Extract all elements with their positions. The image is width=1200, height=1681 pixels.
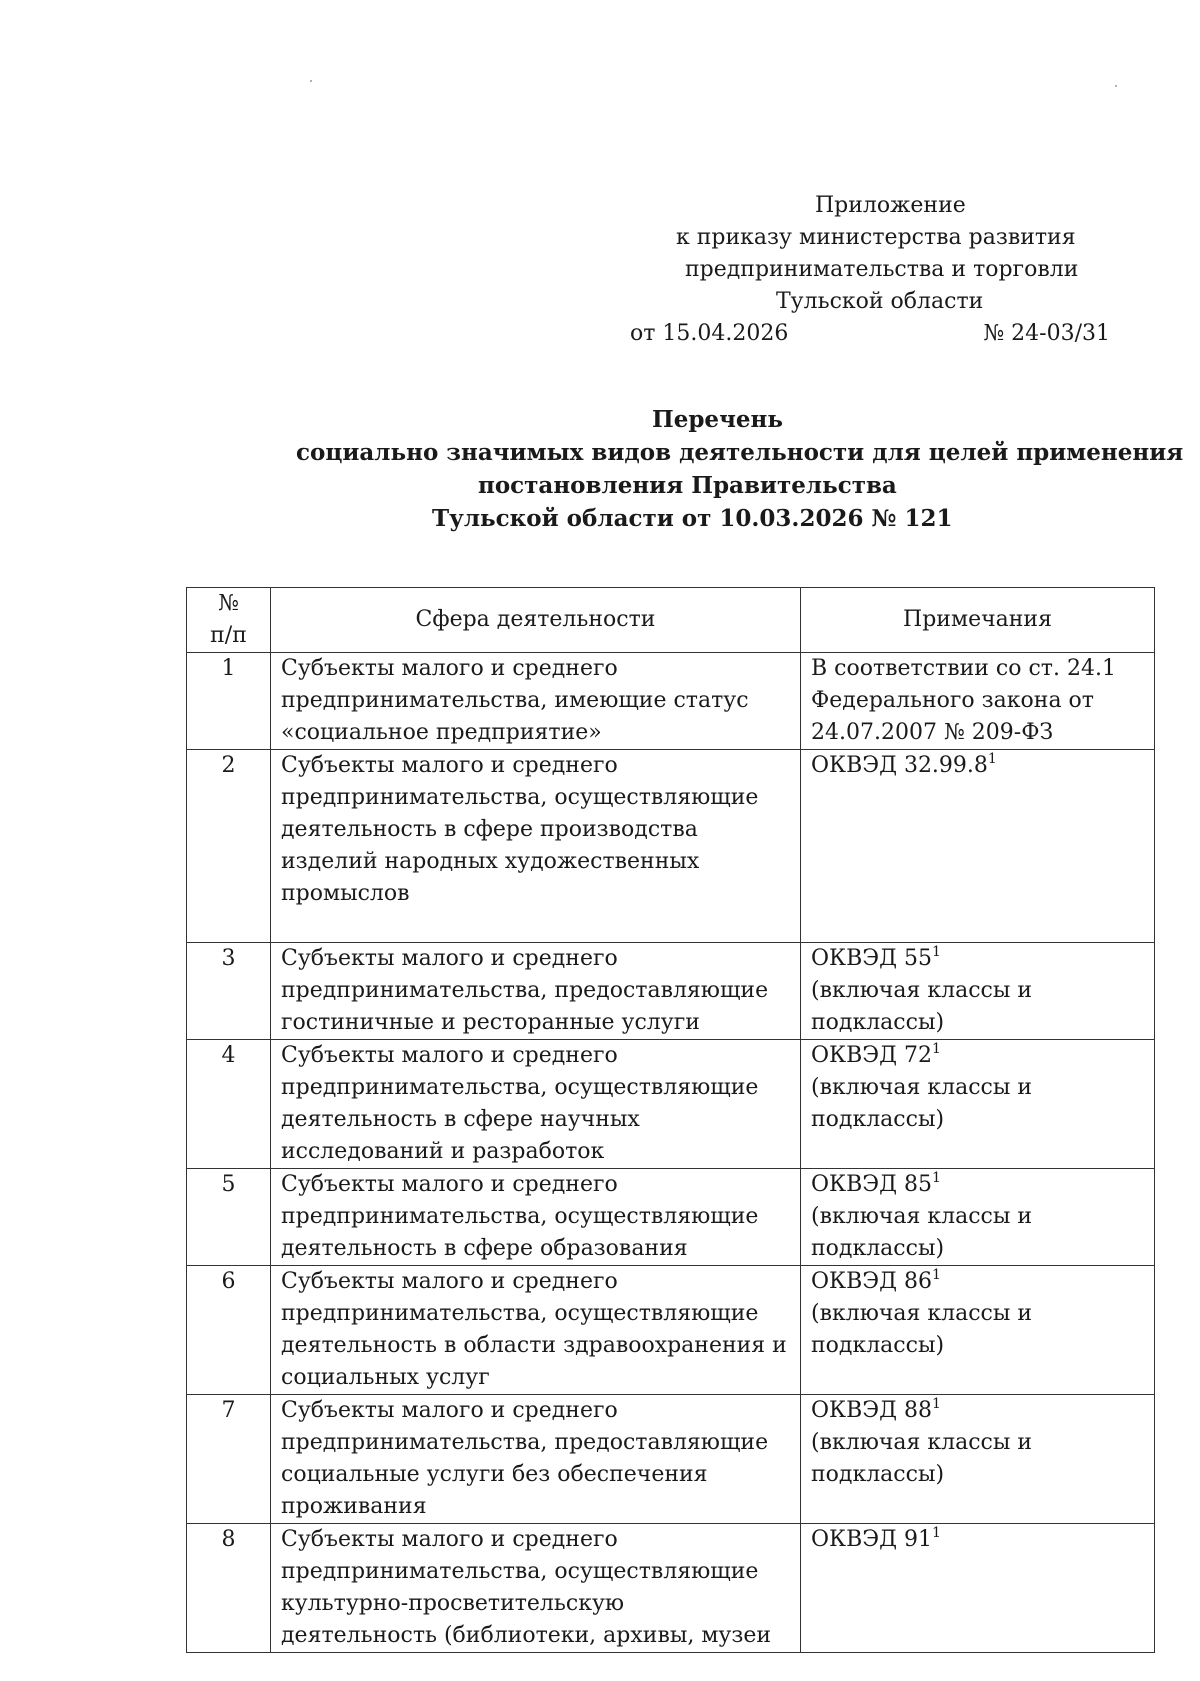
- row-number: 2: [187, 750, 271, 943]
- table-row: [187, 1040, 1155, 1169]
- scan-speck: [1115, 85, 1117, 87]
- sphere-line: «социальное предприятие»: [281, 720, 602, 745]
- sphere-line: предпринимательства, осуществляющие: [281, 1075, 759, 1100]
- scan-speck: [310, 80, 312, 82]
- note-text: 24.07.2007 № 209-ФЗ: [811, 720, 1054, 745]
- sphere-line: Субъекты малого и среднего: [281, 656, 618, 681]
- note-text: ОКВЭД 88: [811, 1398, 932, 1423]
- table-row: [187, 750, 1155, 943]
- row-notes: [801, 1524, 1155, 1653]
- note-text: ОКВЭД 72: [811, 1043, 932, 1068]
- row-number: 1: [187, 653, 271, 750]
- note-line: [811, 1266, 1146, 1298]
- note-text: (включая классы и: [811, 1430, 1033, 1455]
- row-sphere: [271, 1395, 801, 1524]
- note-line: [811, 943, 1146, 975]
- note-text: подклассы): [811, 1462, 945, 1487]
- table-row: [187, 1169, 1155, 1266]
- note-line: [811, 1330, 1146, 1362]
- note-text: подклассы): [811, 1107, 945, 1132]
- note-line: [811, 1104, 1146, 1136]
- footnote-marker: 1: [931, 1525, 941, 1541]
- note-text: (включая классы и: [811, 1204, 1033, 1229]
- note-text: подклассы): [811, 1236, 945, 1261]
- appendix-region: Тульской области: [776, 289, 984, 314]
- note-text: ОКВЭД 32.99.8: [811, 753, 988, 778]
- row-sphere: [271, 750, 801, 943]
- sphere-line: социальных услуг: [281, 1365, 490, 1390]
- note-line: [811, 750, 1146, 782]
- sphere-line: изделий народных художественных: [281, 849, 700, 874]
- sphere-line: культурно-просветительскую: [281, 1591, 625, 1616]
- note-line: [811, 1072, 1146, 1104]
- header-num: [187, 588, 271, 653]
- title-line-2: социально значимых видов деятельности для целей применения: [296, 439, 1184, 466]
- note-text: подклассы): [811, 1333, 945, 1358]
- title-line-1: Перечень: [652, 406, 783, 433]
- sphere-line: деятельность в сфере производства: [281, 817, 698, 842]
- appendix-header: [630, 190, 1130, 350]
- header-num-line-2: п/п: [210, 623, 247, 648]
- row-sphere: [271, 653, 801, 750]
- sphere-line: деятельность в области здравоохранения и: [281, 1333, 787, 1358]
- row-number: 3: [187, 943, 271, 1040]
- note-line: [811, 1040, 1146, 1072]
- sphere-line: Субъекты малого и среднего: [281, 1527, 618, 1552]
- note-text: ОКВЭД 91: [811, 1527, 932, 1552]
- note-line: [811, 1233, 1146, 1265]
- sphere-line: деятельность в сфере научных: [281, 1107, 640, 1132]
- note-line: [811, 1298, 1146, 1330]
- note-text: ОКВЭД 55: [811, 946, 932, 971]
- note-text: подклассы): [811, 1010, 945, 1035]
- header-sphere: Сфера деятельности: [271, 588, 801, 653]
- sphere-line: предпринимательства, осуществляющие: [281, 1559, 759, 1584]
- sphere-line: Субъекты малого и среднего: [281, 1398, 618, 1423]
- table-row: [187, 653, 1155, 750]
- row-notes: [801, 750, 1155, 943]
- sphere-line: предпринимательства, предоставляющие: [281, 978, 769, 1003]
- note-line: [811, 1524, 1146, 1556]
- row-number: 6: [187, 1266, 271, 1395]
- note-text: (включая классы и: [811, 1075, 1033, 1100]
- title-line-3: постановления Правительства: [478, 472, 897, 499]
- sphere-line: деятельность в сфере образования: [281, 1236, 688, 1261]
- header-notes: Примечания: [801, 588, 1155, 653]
- sphere-line: проживания: [281, 1494, 427, 1519]
- appendix-label: Приложение: [815, 193, 966, 218]
- sphere-line: Субъекты малого и среднего: [281, 1172, 618, 1197]
- document-title: [280, 403, 1184, 535]
- order-number: № 24-03/31: [983, 321, 1110, 346]
- sphere-line: предпринимательства, осуществляющие: [281, 1301, 759, 1326]
- row-sphere: [271, 1266, 801, 1395]
- appendix-ministry: предпринимательства и торговли: [685, 257, 1079, 282]
- footnote-marker: 1: [931, 1170, 941, 1186]
- activities-table: [186, 587, 1155, 1653]
- header-num-line-1: №: [218, 591, 239, 616]
- row-notes: [801, 1169, 1155, 1266]
- row-number: 5: [187, 1169, 271, 1266]
- row-sphere: [271, 943, 801, 1040]
- sphere-line: Субъекты малого и среднего: [281, 753, 618, 778]
- note-text: (включая классы и: [811, 1301, 1033, 1326]
- note-line: [811, 1169, 1146, 1201]
- title-line-4: Тульской области от 10.03.2026 № 121: [432, 505, 953, 532]
- row-sphere: [271, 1524, 801, 1653]
- table-row: [187, 1395, 1155, 1524]
- sphere-line: социальные услуги без обеспечения: [281, 1462, 708, 1487]
- sphere-line: промыслов: [281, 881, 410, 906]
- sphere-line: гостиничные и ресторанные услуги: [281, 1010, 700, 1035]
- appendix-order-ref: к приказу министерства развития: [676, 225, 1076, 250]
- table-row: [187, 943, 1155, 1040]
- note-line: [811, 975, 1146, 1007]
- sphere-line: Субъекты малого и среднего: [281, 1043, 618, 1068]
- row-notes: [801, 653, 1155, 750]
- table-row: [187, 1524, 1155, 1653]
- note-text: В соответствии со ст. 24.1: [811, 656, 1116, 681]
- row-number: 8: [187, 1524, 271, 1653]
- row-notes: [801, 1395, 1155, 1524]
- row-notes: [801, 943, 1155, 1040]
- sphere-line: предпринимательства, предоставляющие: [281, 1430, 769, 1455]
- row-number: 7: [187, 1395, 271, 1524]
- table-row: [187, 1266, 1155, 1395]
- footnote-marker: 1: [931, 944, 941, 960]
- note-line: [811, 1007, 1146, 1039]
- sphere-line: исследований и разработок: [281, 1139, 605, 1164]
- footnote-marker: 1: [987, 751, 997, 767]
- note-line: [811, 1201, 1146, 1233]
- note-text: Федерального закона от: [811, 688, 1094, 713]
- appendix-date-row: [630, 318, 1110, 350]
- row-number: 4: [187, 1040, 271, 1169]
- row-notes: [801, 1266, 1155, 1395]
- sphere-line: предпринимательства, имеющие статус: [281, 688, 749, 713]
- note-line: [811, 685, 1146, 717]
- footnote-marker: 1: [931, 1396, 941, 1412]
- table-header-row: [187, 588, 1155, 653]
- sphere-line: предпринимательства, осуществляющие: [281, 785, 759, 810]
- row-sphere: [271, 1040, 801, 1169]
- note-line: [811, 1459, 1146, 1491]
- sphere-line: деятельность (библиотеки, архивы, музеи: [281, 1623, 772, 1648]
- sphere-line: Субъекты малого и среднего: [281, 946, 618, 971]
- note-line: [811, 1427, 1146, 1459]
- row-notes: [801, 1040, 1155, 1169]
- sphere-line: предпринимательства, осуществляющие: [281, 1204, 759, 1229]
- note-line: [811, 717, 1146, 749]
- row-sphere: [271, 1169, 801, 1266]
- footnote-marker: 1: [931, 1041, 941, 1057]
- table-body: [187, 653, 1155, 1653]
- note-line: [811, 653, 1146, 685]
- note-text: ОКВЭД 85: [811, 1172, 932, 1197]
- note-line: [811, 1395, 1146, 1427]
- note-text: ОКВЭД 86: [811, 1269, 932, 1294]
- order-date: от 15.04.2026: [630, 321, 789, 346]
- sphere-line: Субъекты малого и среднего: [281, 1269, 618, 1294]
- note-text: (включая классы и: [811, 978, 1033, 1003]
- footnote-marker: 1: [931, 1267, 941, 1283]
